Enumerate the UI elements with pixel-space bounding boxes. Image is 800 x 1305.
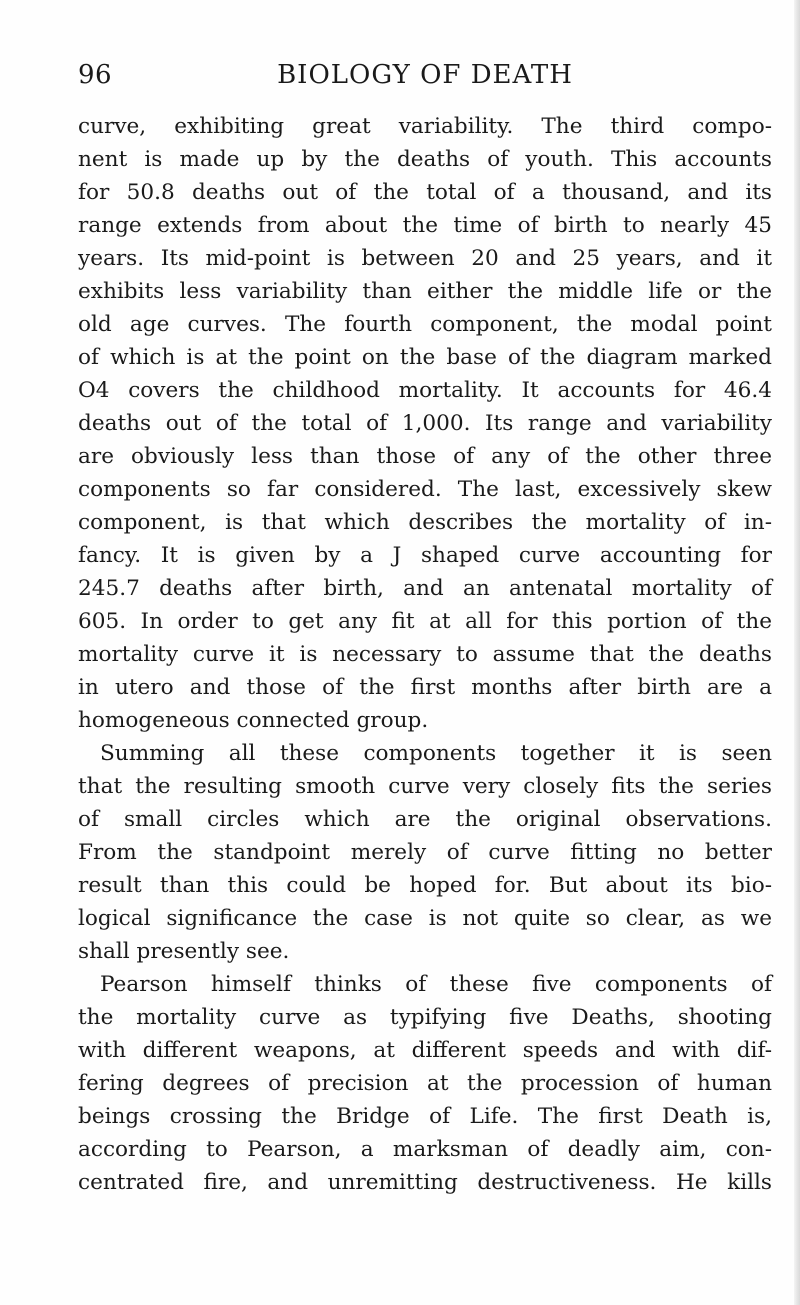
- text-line: of small circles which are the original observations.: [78, 807, 772, 832]
- text-line: according to Pearson, a marksman of deadly aim, con-: [78, 1137, 772, 1162]
- text-line: homogeneous connected group.: [78, 708, 429, 733]
- text-line: 245.7 deaths after birth, and an antenatal mortality of: [78, 576, 772, 601]
- text-line: the mortality curve as typifying five Deaths, shooting: [78, 1005, 772, 1030]
- text-line: nent is made up by the deaths of youth. This accounts: [78, 147, 772, 172]
- text-line: fering degrees of precision at the procession of human: [78, 1071, 772, 1096]
- running-head: [78, 60, 772, 100]
- text-line: range extends from about the time of birth to nearly 45: [78, 213, 772, 238]
- page-edge-shadow: [794, 0, 800, 1305]
- text-line: mortality curve it is necessary to assume that the deaths: [78, 642, 772, 667]
- text-line: deaths out of the total of 1,000. Its range and variability: [78, 411, 772, 436]
- text-line: curve, exhibiting great variability. The third compo-: [78, 114, 772, 139]
- running-title: BIOLOGY OF DEATH: [277, 60, 573, 90]
- text-line: of which is at the point on the base of the diagram marked: [78, 345, 772, 370]
- text-line: logical significance the case is not quite so clear, as we: [78, 906, 772, 931]
- text-line: for 50.8 deaths out of the total of a thousand, and its: [78, 180, 772, 205]
- text-line: O4 covers the childhood mortality. It accounts for 46.4: [78, 378, 772, 403]
- text-line: From the standpoint merely of curve fitting no better: [78, 840, 772, 865]
- text-line: 605. In order to get any fit at all for this portion of the: [78, 609, 772, 634]
- page-number: 96: [78, 60, 113, 90]
- body-text: [78, 110, 772, 1199]
- text-line: exhibits less variability than either the middle life or the: [78, 279, 772, 304]
- text-line: fancy. It is given by a J shaped curve accounting for: [78, 543, 772, 568]
- text-line: beings crossing the Bridge of Life. The first Death is,: [78, 1104, 772, 1129]
- text-line: with different weapons, at different speeds and with dif-: [78, 1038, 772, 1063]
- text-line: are obviously less than those of any of the other three: [78, 444, 772, 469]
- text-line: centrated fire, and unremitting destructiveness. He kills: [78, 1170, 772, 1195]
- text-line: result than this could be hoped for. But about its bio-: [78, 873, 772, 898]
- text-line: shall presently see.: [78, 939, 290, 964]
- text-line: old age curves. The fourth component, the modal point: [78, 312, 772, 337]
- text-line: components so far considered. The last, excessively skew: [78, 477, 772, 502]
- text-line: Summing all these components together it is seen: [100, 741, 772, 766]
- text-line: in utero and those of the first months after birth are a: [78, 675, 772, 700]
- text-line: that the resulting smooth curve very closely fits the series: [78, 774, 772, 799]
- text-line: component, is that which describes the mortality of in-: [78, 510, 772, 535]
- text-line: years. Its mid-point is between 20 and 25 years, and it: [78, 246, 772, 271]
- text-line: Pearson himself thinks of these five components of: [100, 972, 772, 997]
